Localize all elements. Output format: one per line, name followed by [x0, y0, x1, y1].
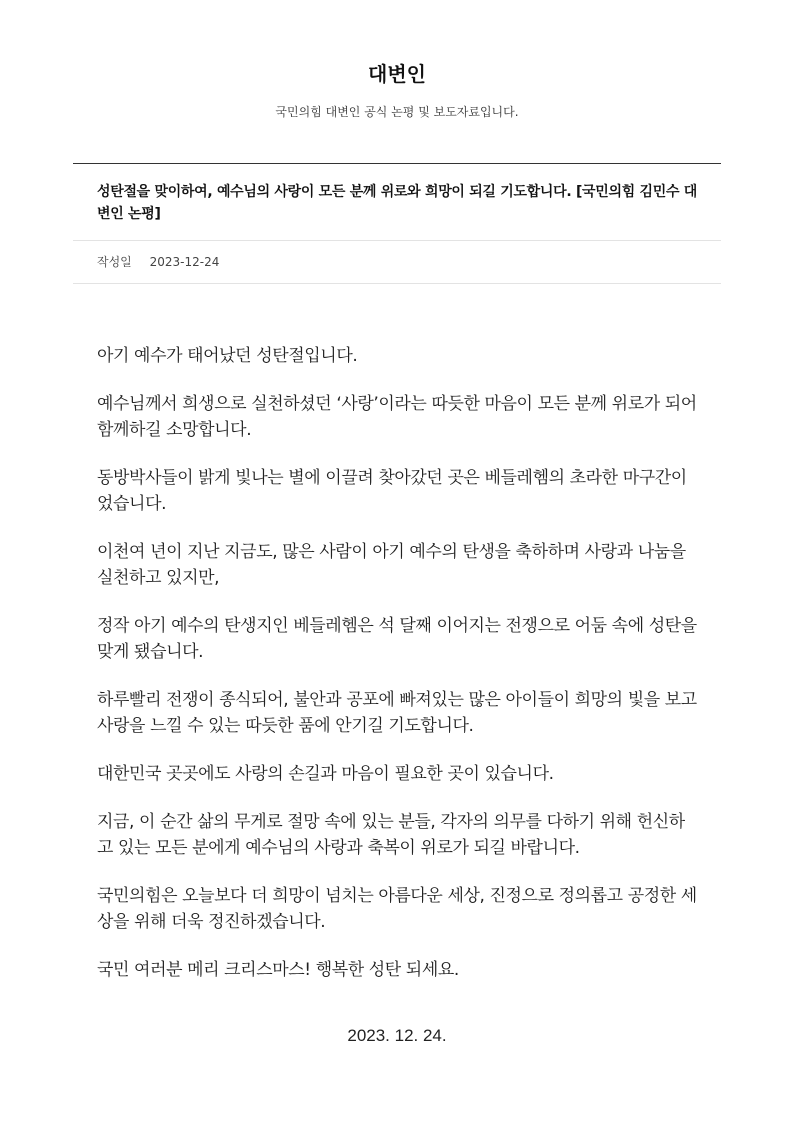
post-body: [97, 343, 697, 1005]
body-paragraph: 예수님께서 희생으로 실천하셨던 ‘사랑’이라는 따듯한 마음이 모든 분께 위로가 되어 함께하길 소망합니다.: [97, 394, 697, 440]
body-paragraph: 지금, 이 순간 삶의 무게로 절망 속에 있는 분들, 각자의 의무를 다하기 위해 헌신하고 있는 모든 분에게 예수님의 사랑과 축복이 위로가 되길 바랍니다.: [97, 812, 685, 858]
meta-divider: [73, 283, 721, 284]
meta-date-label: 작성일: [97, 255, 132, 269]
body-paragraph: 동방박사들이 밝게 빛나는 별에 이끌려 찾아갔던 곳은 베들레헴의 초라한 마구간이었습니다.: [97, 468, 687, 514]
site-title: 대변인: [368, 62, 426, 86]
closing-date: 2023. 12. 24.: [347, 1026, 447, 1045]
post-meta: [97, 253, 219, 271]
body-paragraph: 국민 여러분 메리 크리스마스! 행복한 성탄 되세요.: [97, 960, 459, 980]
body-paragraph: 아기 예수가 태어났던 성탄절입니다.: [97, 346, 358, 366]
body-paragraph: 이천여 년이 지난 지금도, 많은 사람이 아기 예수의 탄생을 축하하며 사랑과 나눔을 실천하고 있지만,: [97, 542, 686, 588]
post-title: 성탄절을 맞이하여, 예수님의 사랑이 모든 분께 위로와 희망이 되길 기도합니다. [국민의힘 김민수 대변인 논평]: [97, 184, 697, 222]
body-paragraph: 하루빨리 전쟁이 종식되어, 불안과 공포에 빠져있는 많은 아이들이 희망의 빛을 보고 사랑을 느낄 수 있는 따듯한 품에 안기길 기도합니다.: [97, 690, 697, 736]
title-divider: [73, 240, 721, 241]
meta-date-value: 2023-12-24: [149, 255, 220, 269]
header-divider: [73, 163, 721, 164]
body-paragraph: 대한민국 곳곳에도 사랑의 손길과 마음이 필요한 곳이 있습니다.: [97, 764, 554, 784]
site-subtitle: 국민의힘 대변인 공식 논평 및 보도자료입니다.: [275, 105, 519, 119]
body-paragraph: 국민의힘은 오늘보다 더 희망이 넘치는 아름다운 세상, 진정으로 정의롭고 공정한 세상을 위해 더욱 정진하겠습니다.: [97, 886, 697, 932]
body-paragraph: 정작 아기 예수의 탄생지인 베들레헴은 석 달째 이어지는 전쟁으로 어둠 속에 성탄을 맞게 됐습니다.: [97, 616, 697, 662]
